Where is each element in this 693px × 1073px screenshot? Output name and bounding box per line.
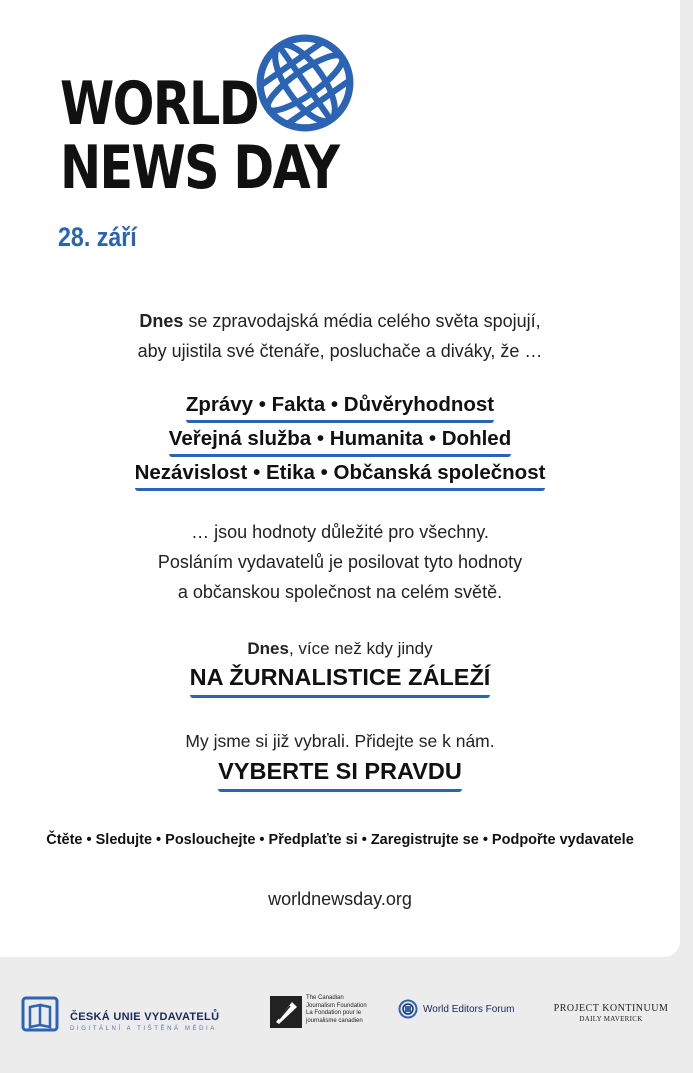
website-link[interactable]: worldnewsday.org — [268, 889, 412, 909]
actions-line: Čtěte • Sledujte • Poslouchejte • Předplaťte si • Zaregistrujte se • Podpořte vydavatele — [46, 832, 634, 848]
headline-truth-wrap — [0, 758, 680, 792]
wan-ifra-icon — [398, 999, 418, 1019]
dnes-bold: Dnes — [247, 639, 289, 658]
values-line-1: Zprávy • Fakta • Důvěryhodnost — [186, 393, 494, 423]
values-list — [0, 393, 680, 495]
partner-project-kontinuum — [549, 1003, 673, 1029]
logo-line-1: WORLD — [60, 69, 258, 139]
pk-line-2: DAILY MAVERICK — [579, 1015, 643, 1023]
outro-line-2: Posláním vydavatelů je posilovat tyto hodnoty — [157, 552, 523, 572]
event-date: 28. září — [58, 222, 137, 252]
cjf-line-2: Journalism Foundation — [306, 1002, 367, 1009]
headline-journalism-wrap — [0, 664, 680, 698]
dnes-rest: , více než kdy jindy — [288, 639, 433, 658]
partner-world-editors-forum — [396, 999, 526, 1025]
cjf-line-3: La Fondation pour le — [306, 1010, 362, 1016]
choose-line: My jsme si již vybrali. Přidejte se k nám. — [185, 731, 495, 751]
wef-name: World Editors Forum — [423, 1004, 515, 1015]
pen-nib-icon — [270, 996, 302, 1028]
globe-icon — [254, 32, 356, 134]
cuv-name: ČESKÁ UNIE VYDAVATELŮ — [70, 1011, 220, 1023]
cjf-line-4: journalisme canadien — [306, 1017, 363, 1024]
intro-bold: Dnes — [139, 311, 184, 331]
cjf-line-1: The Canadian — [306, 995, 344, 1001]
intro-text — [0, 306, 680, 366]
cjf-text — [306, 995, 382, 1025]
partner-canadian-journalism-foundation — [268, 993, 380, 1037]
values-line-3: Nezávislost • Etika • Občanská společnost — [135, 461, 546, 491]
headline-journalism: NA ŽURNALISTICE ZÁLEŽÍ — [190, 664, 491, 698]
headline-truth: VYBERTE SI PRAVDU — [218, 758, 462, 792]
book-icon — [20, 993, 62, 1035]
outro-line-1: … jsou hodnoty důležité pro všechny. — [191, 522, 489, 542]
partner-ceska-unie-vydavatelu — [18, 993, 248, 1037]
outro-text — [0, 517, 680, 607]
outro-line-3: a občanskou společnost na celém světě. — [177, 582, 503, 602]
partner-logos — [0, 985, 693, 1045]
intro-line-1: se zpravodajská média celého světa spojují, — [183, 311, 541, 331]
values-line-2: Veřejná služba • Humanita • Dohled — [169, 427, 511, 457]
pk-line-1: PROJECT KONTINUUM — [553, 1003, 669, 1014]
intro-line-2: aby ujistila své čtenáře, posluchače a diváky, že … — [137, 341, 543, 361]
cuv-sub: DIGITÁLNÍ A TIŠTĚNÁ MÉDIA — [70, 1026, 217, 1032]
dnes-line — [0, 639, 680, 659]
logo-line-2: NEWS DAY — [60, 133, 339, 203]
